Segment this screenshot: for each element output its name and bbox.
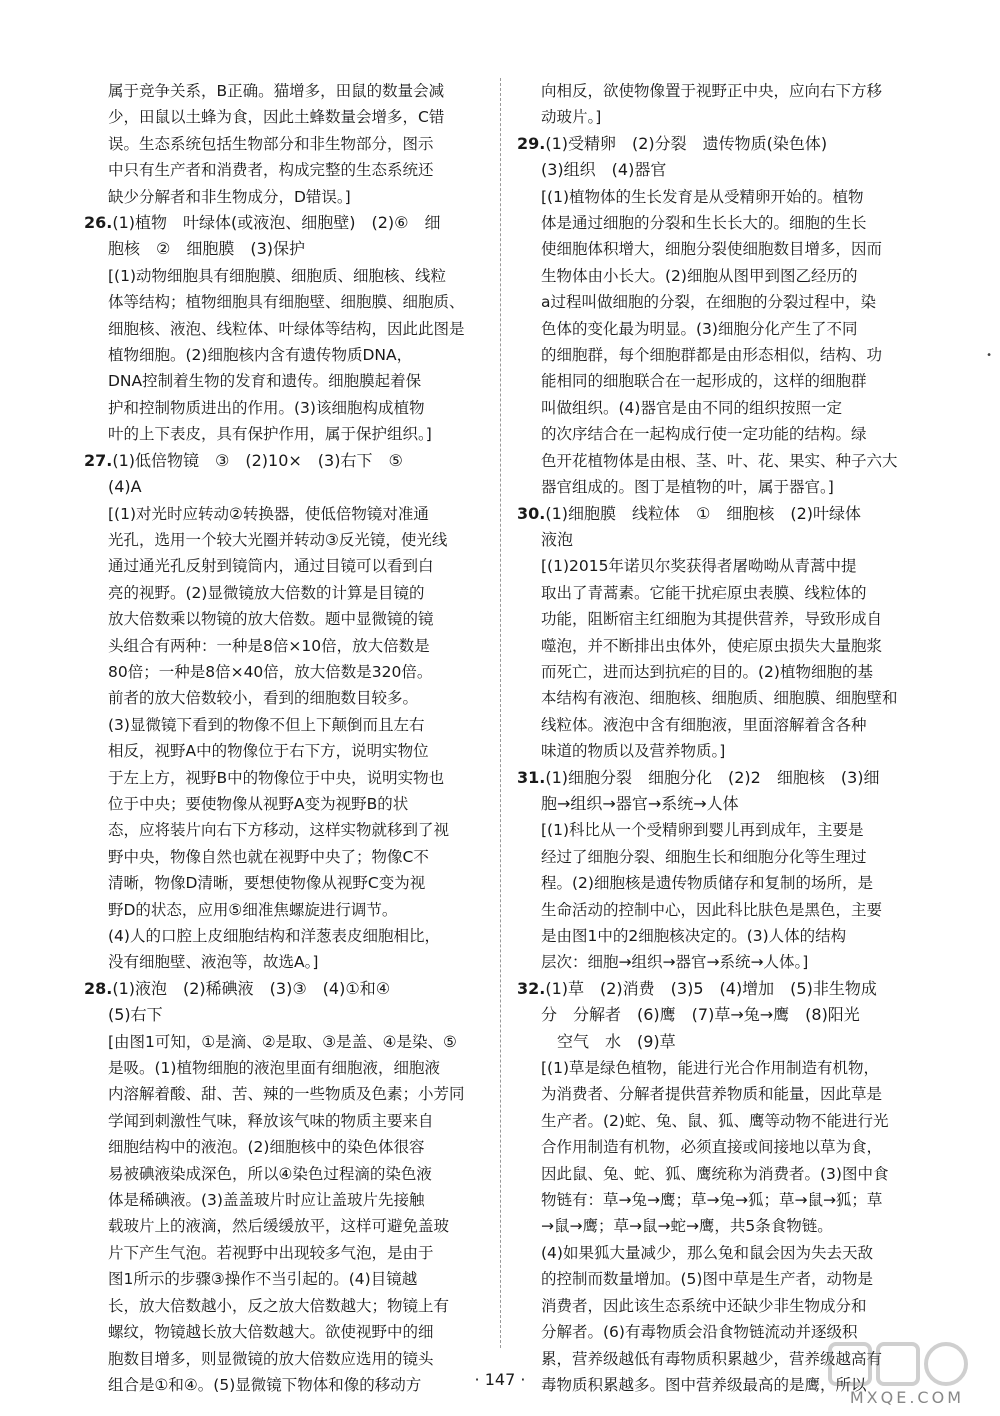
line-text: 程。(2)细胞核是遗传物质储存和复制的场所，是 <box>541 874 873 893</box>
text-line <box>84 1293 494 1319</box>
line-text: 组合是①和④。(5)显微镜下物体和像的移动方 <box>108 1375 422 1394</box>
text-line <box>84 1319 494 1345</box>
line-text: 光孔，选用一个较大光圈并转动③反光镜，使光线 <box>108 530 448 549</box>
text-line <box>84 923 494 949</box>
text-line <box>84 1134 494 1160</box>
question-number: 28. <box>84 978 113 998</box>
line-text: 空气 水 (9)草 <box>557 1031 676 1051</box>
text-line <box>517 474 927 500</box>
question-number: 32. <box>517 978 546 998</box>
text-line <box>84 104 494 130</box>
text-line <box>517 1002 927 1028</box>
line-text: 胞→组织→器官→系统→人体 <box>541 793 739 813</box>
line-text: 叫做组织。(4)器官是由不同的组织按照一定 <box>541 398 842 417</box>
line-text: 消费者，因此该生态系统中还缺少非生物成分和 <box>541 1296 867 1315</box>
line-text: 能相同的细胞联合在一起形成的，这样的细胞群 <box>541 372 867 391</box>
text-line <box>84 157 494 183</box>
line-text: (5)右下 <box>108 1005 163 1025</box>
text-line <box>84 474 494 500</box>
text-line <box>84 1029 494 1055</box>
line-text: 因此鼠、兔、蛇、狐、鹰统称为消费者。(3)图中食 <box>541 1164 889 1183</box>
line-text: 本结构有液泡、细胞核、细胞质、细胞膜、细胞壁和 <box>541 689 898 708</box>
line-text: 80倍；一种是8倍×40倍，放大倍数是320倍。 <box>108 662 433 681</box>
line-text: 器官组成的。图丁是植物的叶，属于器官。] <box>541 478 834 497</box>
text-line <box>517 1187 927 1213</box>
margin-dot: • <box>986 350 992 361</box>
text-line <box>517 1055 927 1081</box>
text-line <box>517 844 927 870</box>
text-line <box>517 1108 927 1134</box>
text-line <box>84 421 494 447</box>
line-text: 属于竞争关系，B正确。猫增多，田鼠的数量会减 <box>108 82 445 100</box>
line-text: 体等结构；植物细胞具有细胞壁、细胞膜、细胞质、 <box>108 293 465 312</box>
line-text: (1)低倍物镜 ③ (2)10× (3)右下 ⑤ <box>112 450 403 470</box>
line-text: [(1)2015年诺贝尔奖获得者屠呦呦从青蒿中提 <box>541 557 857 576</box>
text-line <box>517 395 927 421</box>
text-line <box>84 131 494 157</box>
text-line <box>517 368 927 394</box>
text-line <box>84 1266 494 1292</box>
text-line <box>517 1029 927 1055</box>
text-line <box>517 976 927 1002</box>
line-text: 累，营养级越低有毒物质积累越少，营养级越高有 <box>541 1349 883 1368</box>
text-line <box>517 184 927 210</box>
text-line <box>517 659 927 685</box>
text-line <box>84 342 494 368</box>
text-line <box>84 1240 494 1266</box>
text-line <box>84 1002 494 1028</box>
text-line <box>84 316 494 342</box>
text-line <box>84 659 494 685</box>
line-text: [由图1可知，①是滴、②是取、③是盖、④是染、⑤ <box>108 1032 457 1051</box>
text-line <box>517 949 927 975</box>
line-text: 野中央，物像自然也就在视野中央了；物像C不 <box>108 847 429 866</box>
text-line <box>84 791 494 817</box>
text-line <box>84 897 494 923</box>
line-text: 通过通光孔反射到镜筒内，通过目镜可以看到白 <box>108 557 434 576</box>
watermark-text: MXQE.COM <box>849 1388 964 1407</box>
line-text: 清晰，物像D清晰，要想使物像从视野C变为视 <box>108 874 426 893</box>
text-line <box>84 368 494 394</box>
line-text: 的次序结合在一起构成行使一定功能的结构。绿 <box>541 425 867 444</box>
text-line <box>84 1346 494 1372</box>
line-text: 少，田鼠以土蜂为食，因此土蜂数量会增多，C错 <box>108 108 445 127</box>
line-text: [(1)草是绿色植物，能进行光合作用制造有机物， <box>541 1059 880 1078</box>
line-text: 色体的变化最为明显。(3)细胞分化产生了不同 <box>541 319 858 338</box>
line-text: 体是稀碘液。(3)盖盖玻片时应让盖玻片先接触 <box>108 1191 425 1210</box>
text-line <box>517 1293 927 1319</box>
line-text: 植物细胞。(2)细胞核内含有遗传物质DNA， <box>108 346 413 365</box>
text-line <box>517 342 927 368</box>
line-text: 液泡 <box>541 529 574 549</box>
line-text: (3)组织 (4)器官 <box>541 160 667 180</box>
line-text: 分解者。(6)有毒物质会沿食物链流动并逐级积 <box>541 1323 858 1342</box>
text-line <box>84 949 494 975</box>
question-number: 30. <box>517 503 546 523</box>
text-line <box>84 817 494 843</box>
line-text: 线粒体。液泡中含有细胞液，里面溶解着含各种 <box>541 715 867 734</box>
line-text: 误。生态系统包括生物部分和非生物部分，图示 <box>108 134 434 153</box>
line-text: (4)如果狐大量减少，那么兔和鼠会因为失去天敌 <box>541 1243 873 1262</box>
text-line <box>517 236 927 262</box>
line-text: 学闻到刺激性气味，释放该气味的物质主要来自 <box>108 1111 434 1130</box>
line-text: 生产者。(2)蛇、兔、鼠、狐、鹰等动物不能进行光 <box>541 1111 889 1130</box>
line-text: 而死亡，进而达到抗疟的目的。(2)植物细胞的基 <box>541 662 873 681</box>
text-line <box>517 210 927 236</box>
text-line <box>84 976 494 1002</box>
question-number: 31. <box>517 767 546 787</box>
line-text: 合作用制造有机物，必须直接或间接地以草为食， <box>541 1138 883 1157</box>
line-text: 没有细胞壁、液泡等，故选A。] <box>108 953 319 972</box>
line-text: 叶的上下表皮，具有保护作用，属于保护组织。] <box>108 425 432 444</box>
text-line <box>84 184 494 210</box>
line-text: (4)人的口腔上皮细胞结构和洋葱表皮细胞相比， <box>108 927 440 945</box>
line-text: 取出了青蒿素。它能干扰疟原虫表膜、线粒体的 <box>541 583 867 602</box>
line-text: 中只有生产者和消费者，构成完整的生态系统还 <box>108 161 434 180</box>
text-line <box>517 765 927 791</box>
line-text: 物链有：草→兔→鹰；草→兔→狐；草→鼠→狐；草 <box>541 1191 883 1210</box>
line-text: 图1所示的步骤③操作不当引起的。(4)目镜越 <box>108 1270 418 1289</box>
text-line <box>84 1161 494 1187</box>
line-text: 护和控制物质进出的作用。(3)该细胞构成植物 <box>108 398 425 417</box>
line-text: 动玻片。] <box>541 108 602 127</box>
text-line <box>84 844 494 870</box>
line-text: 相反，视野A中的物像位于右下方，说明实物位 <box>108 742 429 761</box>
line-text: 于左上方，视野B中的物像位于中央，说明实物也 <box>108 768 445 787</box>
text-line <box>84 527 494 553</box>
line-text: 缺少分解者和非生物成分，D错误。] <box>108 187 351 206</box>
line-text: 毒物质积累越多。图中营养级最高的是鹰，所以 <box>541 1375 867 1394</box>
text-line <box>517 131 927 157</box>
text-line <box>84 1213 494 1239</box>
text-line <box>84 553 494 579</box>
text-line <box>84 501 494 527</box>
question-number: 27. <box>84 450 113 470</box>
text-line <box>84 685 494 711</box>
text-line <box>517 870 927 896</box>
text-line <box>517 263 927 289</box>
text-line <box>517 580 927 606</box>
text-line <box>517 157 927 183</box>
text-line <box>517 316 927 342</box>
line-text: 生物体由小长大。(2)细胞从图甲到图乙经历的 <box>541 266 858 285</box>
text-line <box>517 553 927 579</box>
text-line <box>84 738 494 764</box>
line-text: [(1)动物细胞具有细胞膜、细胞质、细胞核、线粒 <box>108 266 447 285</box>
line-text: 亮的视野。(2)显微镜放大倍数的计算是目镜的 <box>108 583 425 602</box>
text-line <box>84 1187 494 1213</box>
text-line <box>517 78 927 104</box>
line-text: 体是通过细胞的分裂和生长长大的。细胞的生长 <box>541 214 867 233</box>
text-line <box>517 1134 927 1160</box>
line-text: (4)A <box>108 477 142 497</box>
text-line <box>517 738 927 764</box>
question-number: 29. <box>517 133 546 153</box>
text-line <box>517 1240 927 1266</box>
text-line <box>84 1108 494 1134</box>
text-line <box>517 1081 927 1107</box>
line-text: 向相反，欲使物像置于视野正中央，应向右下方移 <box>541 82 883 100</box>
line-text: a过程叫做细胞的分裂，在细胞的分裂过程中，染 <box>541 293 876 312</box>
text-line <box>517 421 927 447</box>
text-line <box>84 633 494 659</box>
text-line <box>84 78 494 104</box>
right-column <box>517 78 927 1398</box>
line-text: 内溶解着酸、甜、苦、辣的一些物质及色素；小芳同 <box>108 1085 465 1104</box>
line-text: 分 分解者 (6)鹰 (7)草→兔→鹰 (8)阳光 <box>541 1005 860 1025</box>
line-text: 为消费者、分解者提供营养物质和能量，因此草是 <box>541 1085 883 1104</box>
line-text: 是吸。(1)植物细胞的液泡里面有细胞液，细胞液 <box>108 1059 440 1078</box>
text-line <box>517 897 927 923</box>
line-text: (1)细胞分裂 细胞分化 (2)2 细胞核 (3)细 <box>545 767 880 787</box>
line-text: 细胞结构中的液泡。(2)细胞核中的染色体很容 <box>108 1138 425 1157</box>
line-text: 载玻片上的液滴，然后缓缓放平，这样可避免盖玻 <box>108 1217 450 1236</box>
line-text: 色开花植物体是由根、茎、叶、花、果实、种子六大 <box>541 451 898 470</box>
line-text: 功能，阻断宿主红细胞为其提供营养，导致形成自 <box>541 610 883 629</box>
line-text: [(1)科比从一个受精卵到婴儿再到成年，主要是 <box>541 821 864 840</box>
line-text: [(1)植物体的生长发育是从受精卵开始的。植物 <box>541 187 864 206</box>
text-line <box>517 1161 927 1187</box>
line-text: 位于中央；要使物像从视野A变为视野B的状 <box>108 794 409 813</box>
line-text: 长，放大倍数越小，反之放大倍数越大；物镜上有 <box>108 1296 450 1315</box>
text-line <box>517 501 927 527</box>
line-text: 胞数目增多，则显微镜的放大倍数应选用的镜头 <box>108 1349 434 1368</box>
text-line <box>84 395 494 421</box>
text-line <box>84 236 494 262</box>
line-text: 层次：细胞→组织→器官→系统→人体。] <box>541 953 809 972</box>
line-text: 头组合有两种：一种是8倍×10倍，放大倍数是 <box>108 636 430 655</box>
text-line <box>84 263 494 289</box>
text-line <box>84 712 494 738</box>
text-line <box>84 870 494 896</box>
text-line <box>84 1081 494 1107</box>
text-line <box>84 210 494 236</box>
line-text: (1)液泡 (2)稀碘液 (3)③ (4)①和④ <box>112 978 391 998</box>
line-text: 易被碘液染成深色，所以④染色过程滴的染色液 <box>108 1164 432 1183</box>
text-line <box>84 1055 494 1081</box>
line-text: [(1)对光时应转动②转换器，使低倍物镜对准通 <box>108 504 429 523</box>
line-text: 的细胞群，每个细胞群都是由形态相似，结构、功 <box>541 346 883 365</box>
text-line <box>84 289 494 315</box>
text-line <box>517 1266 927 1292</box>
text-line <box>84 765 494 791</box>
text-line <box>517 817 927 843</box>
line-text: (3)显微镜下看到的物像不但上下颠倒而且左右 <box>108 715 425 734</box>
line-text: 态，应将装片向右下方移动，这样实物就移到了视 <box>108 821 450 840</box>
text-line <box>517 791 927 817</box>
line-text: 经过了细胞分裂、细胞生长和细胞分化等生理过 <box>541 847 867 866</box>
text-line <box>84 606 494 632</box>
line-text: 噬泡，并不断排出虫体外，使疟原虫损失大量胞浆 <box>541 636 883 655</box>
text-line <box>517 685 927 711</box>
line-text: (1)植物 叶绿体(或液泡、细胞壁) (2)⑥ 细 <box>112 213 441 233</box>
line-text: 螺纹，物镜越长放大倍数越大。欲使视野中的细 <box>108 1323 434 1342</box>
line-text: 片下产生气泡。若视野中出现较多气泡，是由于 <box>108 1243 434 1262</box>
line-text: (1)草 (2)消费 (3)5 (4)增加 (5)非生物成 <box>545 978 877 998</box>
line-text: (1)受精卵 (2)分裂 遗传物质(染色体) <box>545 133 828 153</box>
text-line <box>517 289 927 315</box>
line-text: 放大倍数乘以物镜的放大倍数。题中显微镜的镜 <box>108 610 434 629</box>
line-text: 胞核 ② 细胞膜 (3)保护 <box>108 239 306 259</box>
text-line <box>517 104 927 130</box>
line-text: 使细胞体积增大，细胞分裂使细胞数目增多，因而 <box>541 240 883 259</box>
question-number: 26. <box>84 213 113 233</box>
line-text: 野D的状态，应用⑤细准焦螺旋进行调节。 <box>108 900 398 919</box>
left-column <box>84 78 494 1398</box>
text-line <box>517 527 927 553</box>
text-line <box>517 606 927 632</box>
line-text: 生命活动的控制中心，因此科比肤色是黑色，主要 <box>541 900 883 919</box>
text-line <box>517 633 927 659</box>
text-line <box>517 448 927 474</box>
line-text: 的控制而数量增加。(5)图中草是生产者，动物是 <box>541 1270 873 1289</box>
line-text: (1)细胞膜 线粒体 ① 细胞核 (2)叶绿体 <box>545 503 862 523</box>
line-text: 细胞核、液泡、线粒体、叶绿体等结构，因此此图是 <box>108 319 465 338</box>
line-text: 是由图1中的2细胞核决定的。(3)人体的结构 <box>541 927 847 945</box>
line-text: 前者的放大倍数较小，看到的细胞数目较多。 <box>108 689 419 708</box>
text-line <box>517 923 927 949</box>
line-text: 味道的物质以及营养物质。] <box>541 742 726 761</box>
page-number: · 147 · <box>474 1370 526 1389</box>
text-line <box>84 580 494 606</box>
text-line <box>517 1213 927 1239</box>
text-line <box>517 712 927 738</box>
line-text: →鼠→鹰；草→鼠→蛇→鹰，共5条食物链。 <box>541 1217 833 1236</box>
text-line <box>84 448 494 474</box>
column-divider <box>500 78 501 1348</box>
line-text: DNA控制着生物的发育和遗传。细胞膜起着保 <box>108 372 422 391</box>
